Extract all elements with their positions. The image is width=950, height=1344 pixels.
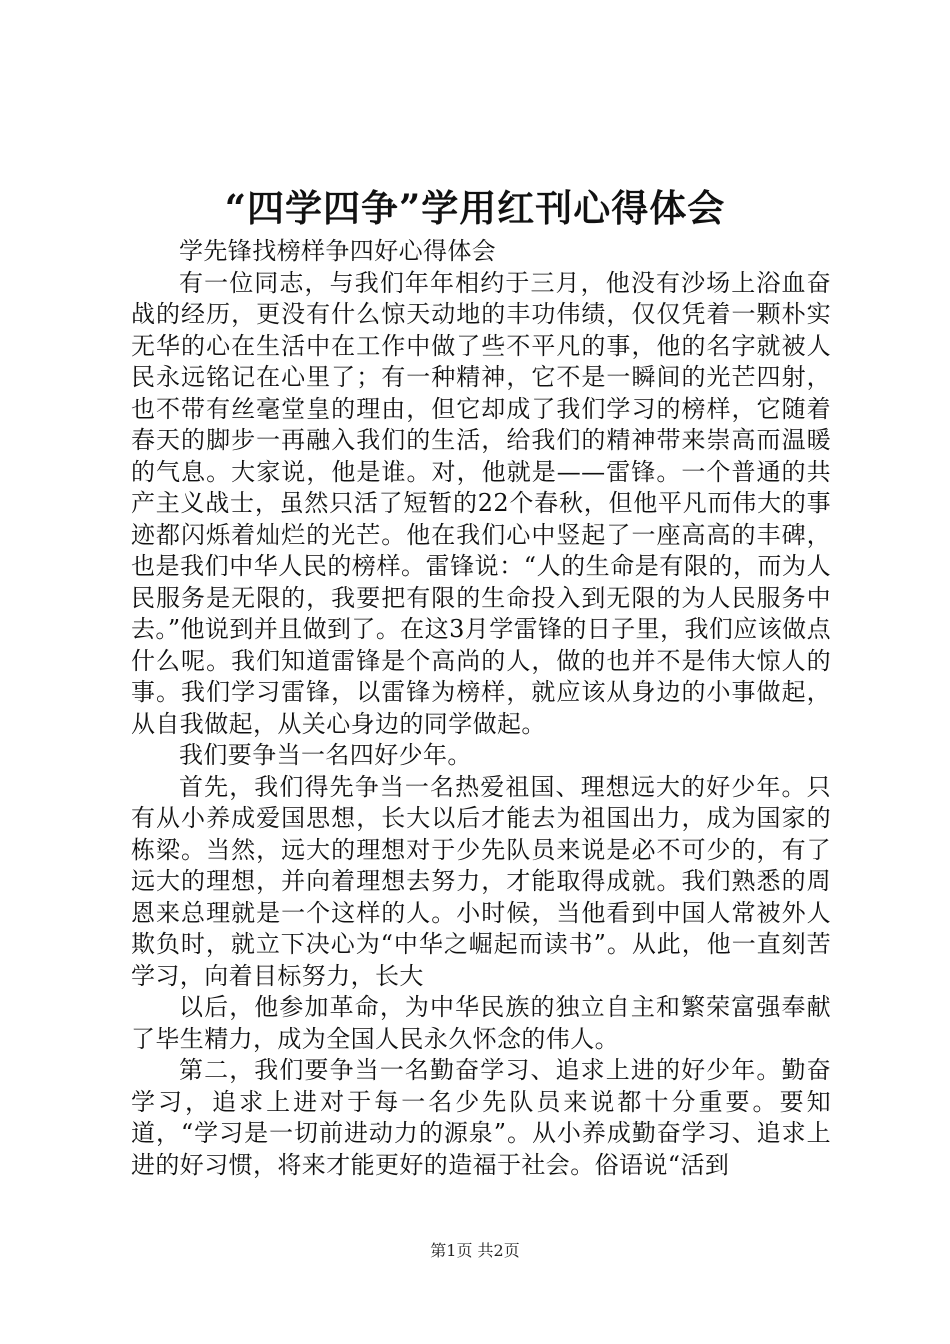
- body-paragraph: 我们要争当一名四好少年。: [179, 741, 472, 769]
- page-number-footer: 第1页 共2页: [430, 1241, 520, 1260]
- body-paragraph: 有一位同志，与我们年年相约于三月，他没有沙场上浴血奋战的经历，更没有什么惊天动地的丰功伟绩，仅仅凭着一颗朴实无华的心在生活中在工作中做了些不平凡的事，他的名字就被人民永远铭记在心里了；有一种精神，它不是一瞬间的光芒四射，也不带有丝毫堂皇的理由，但它却成了我们学习的榜样，它随着春天的脚步一再融入我们的生活，给我们的精神带来崇高而温暖的气息。大家说，他是谁。对，他就是——雷锋。一个普通的共产主义战士，虽然只活了短暂的22个春秋，但他平凡而伟大的事迹都闪烁着灿烂的光芒。他在我们心中竖起了一座高高的丰碑，也是我们中华人民的榜样。雷锋说：“人的生命是有限的，而为人民服务是无限的，我要把有限的生命投入到无限的为人民服务中去。”他说到并且做到了。在这3月学雷锋的日子里，我们应该做点什么呢。我们知道雷锋是个高尚的人，做的也并不是伟大惊人的事。我们学习雷锋，以雷锋为榜样，就应该从身边的小事做起，从自我做起，从关心身边的同学做起。: [131, 268, 831, 738]
- subtitle-paragraph: 学先锋找榜样争四好心得体会: [179, 237, 497, 265]
- body-paragraph: 第二，我们要争当一名勤奋学习、追求上进的好少年。勤奋学习，追求上进对于每一名少先队员来说都十分重要。要知道，“学习是一切前进动力的源泉”。从小养成勤奋学习、追求上进的好习惯，将来才能更好的造福于社会。俗语说“活到: [131, 1056, 831, 1179]
- body-paragraph: 以后，他参加革命，为中华民族的独立自主和繁荣富强奉献了毕生精力，成为全国人民永久怀念的伟人。: [131, 993, 831, 1053]
- document-body: [131, 236, 831, 1181]
- body-paragraph: 首先，我们得先争当一名热爱祖国、理想远大的好少年。只有从小养成爱国思想，长大以后才能去为祖国出力，成为国家的栋梁。当然，远大的理想对于少先队员来说是必不可少的，有了远大的理想，并向着理想去努力，才能取得成就。我们熟悉的周恩来总理就是一个这样的人。小时候，当他看到中国人常被外人欺负时，就立下决心为“中华之崛起而读书”。从此，他一直刻苦学习，向着目标努力，长大: [131, 772, 831, 990]
- document-title: “四学四争”学用红刊心得体会: [224, 186, 726, 230]
